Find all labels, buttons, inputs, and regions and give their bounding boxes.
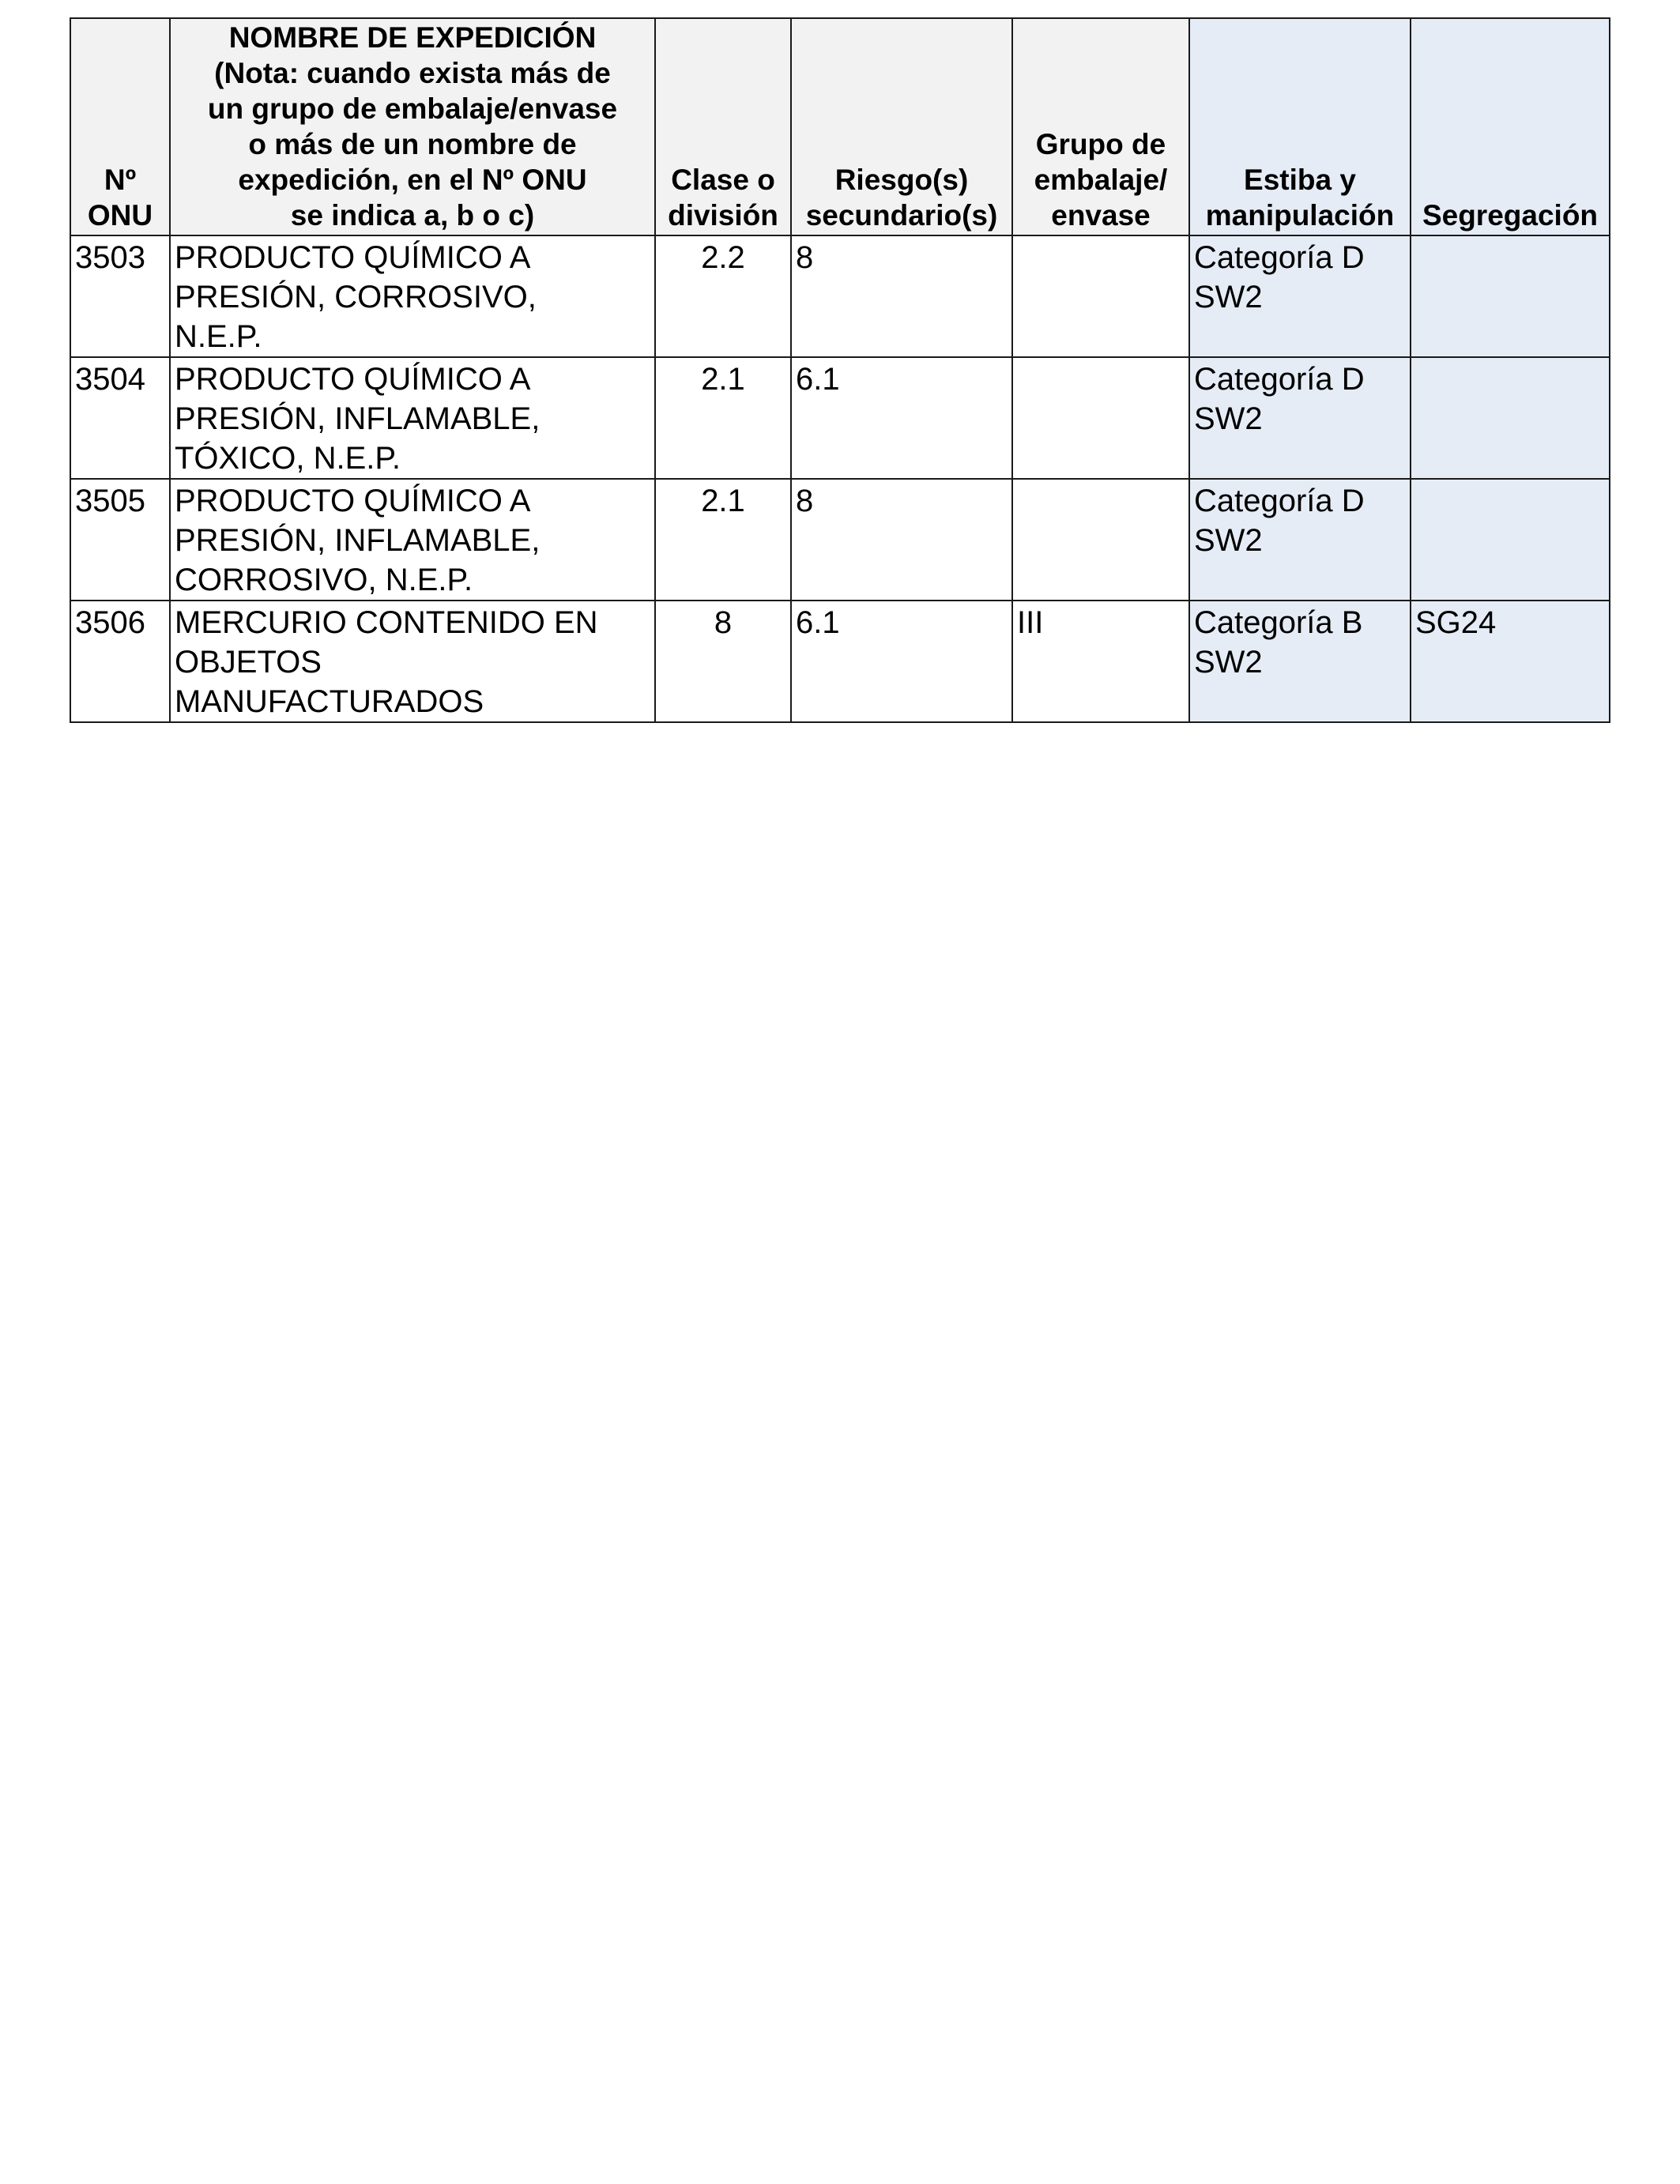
header-line: ONU xyxy=(87,199,153,232)
header-line: Riesgo(s) xyxy=(834,164,969,196)
header-line: Nº xyxy=(104,164,137,196)
header-estiba xyxy=(1189,18,1411,235)
header-line: Grupo de xyxy=(1035,128,1166,160)
cell-line: MERCURIO CONTENIDO EN xyxy=(175,605,598,640)
cell-line: OBJETOS xyxy=(175,645,322,680)
cell-estiba xyxy=(1189,479,1411,601)
cell-line: PRESIÓN, INFLAMABLE, xyxy=(175,523,541,558)
cell-nombre xyxy=(170,479,655,601)
cell-riesgo: 6.1 xyxy=(791,601,1012,722)
header-grupo xyxy=(1012,18,1189,235)
cell-riesgo: 6.1 xyxy=(791,357,1012,479)
cell-line: Categoría D xyxy=(1194,484,1365,518)
table-header xyxy=(70,18,1610,235)
cell-segregacion: SG24 xyxy=(1411,601,1610,722)
cell-clase: 8 xyxy=(655,601,791,722)
header-line: un grupo de embalaje/envase xyxy=(207,92,618,125)
header-line: NOMBRE DE EXPEDICIÓN xyxy=(228,21,597,54)
cell-onu: 3505 xyxy=(70,479,170,601)
document-page xyxy=(70,17,1610,723)
cell-segregacion xyxy=(1411,357,1610,479)
cell-nombre xyxy=(170,235,655,357)
cell-grupo xyxy=(1012,479,1189,601)
cell-line: N.E.P. xyxy=(175,319,262,354)
header-line: envase xyxy=(1051,199,1151,232)
header-onu xyxy=(70,18,170,235)
cell-line: Categoría D xyxy=(1194,240,1365,275)
cell-line: PRESIÓN, INFLAMABLE, xyxy=(175,401,541,436)
cell-line: PRODUCTO QUÍMICO A xyxy=(175,362,531,397)
header-line: (Nota: cuando exista más de xyxy=(214,57,611,89)
cell-estiba xyxy=(1189,235,1411,357)
header-line: manipulación xyxy=(1205,199,1395,232)
cell-grupo: III xyxy=(1012,601,1189,722)
header-line: Segregación xyxy=(1422,199,1599,232)
cell-clase: 2.1 xyxy=(655,357,791,479)
header-line: embalaje/ xyxy=(1034,164,1168,196)
header-line: o más de un nombre de xyxy=(248,128,577,160)
dangerous-goods-table xyxy=(70,17,1610,723)
cell-line: Categoría B xyxy=(1194,605,1363,640)
header-line: se indica a, b o c) xyxy=(290,199,535,232)
cell-riesgo: 8 xyxy=(791,235,1012,357)
cell-clase: 2.2 xyxy=(655,235,791,357)
header-segregacion xyxy=(1411,18,1610,235)
cell-line: SW2 xyxy=(1194,523,1263,558)
cell-segregacion xyxy=(1411,479,1610,601)
header-line: Estiba y xyxy=(1244,164,1356,196)
cell-line: MANUFACTURADOS xyxy=(175,684,484,719)
header-line: expedición, en el Nº ONU xyxy=(238,164,587,196)
cell-line: SW2 xyxy=(1194,401,1263,436)
cell-line: CORROSIVO, N.E.P. xyxy=(175,563,473,597)
table-row xyxy=(70,235,1610,357)
cell-line: PRESIÓN, CORROSIVO, xyxy=(175,280,537,314)
header-clase xyxy=(655,18,791,235)
header-riesgo xyxy=(791,18,1012,235)
header-line: secundario(s) xyxy=(805,199,998,232)
cell-riesgo: 8 xyxy=(791,479,1012,601)
header-line: división xyxy=(668,199,778,232)
cell-onu: 3503 xyxy=(70,235,170,357)
cell-onu: 3504 xyxy=(70,357,170,479)
cell-segregacion xyxy=(1411,235,1610,357)
cell-estiba xyxy=(1189,357,1411,479)
cell-clase: 2.1 xyxy=(655,479,791,601)
cell-line: PRODUCTO QUÍMICO A xyxy=(175,240,531,275)
header-nombre xyxy=(170,18,655,235)
cell-grupo xyxy=(1012,357,1189,479)
cell-estiba xyxy=(1189,601,1411,722)
cell-nombre xyxy=(170,357,655,479)
cell-line: TÓXICO, N.E.P. xyxy=(175,441,401,476)
cell-line: SW2 xyxy=(1194,280,1263,314)
table-row xyxy=(70,479,1610,601)
cell-onu: 3506 xyxy=(70,601,170,722)
header-row xyxy=(70,18,1610,235)
cell-line: SW2 xyxy=(1194,645,1263,680)
cell-line: Categoría D xyxy=(1194,362,1365,397)
table-row xyxy=(70,357,1610,479)
cell-line: PRODUCTO QUÍMICO A xyxy=(175,484,531,518)
table-row xyxy=(70,601,1610,722)
header-line: Clase o xyxy=(671,164,775,196)
cell-nombre xyxy=(170,601,655,722)
table-body xyxy=(70,235,1610,722)
cell-grupo xyxy=(1012,235,1189,357)
